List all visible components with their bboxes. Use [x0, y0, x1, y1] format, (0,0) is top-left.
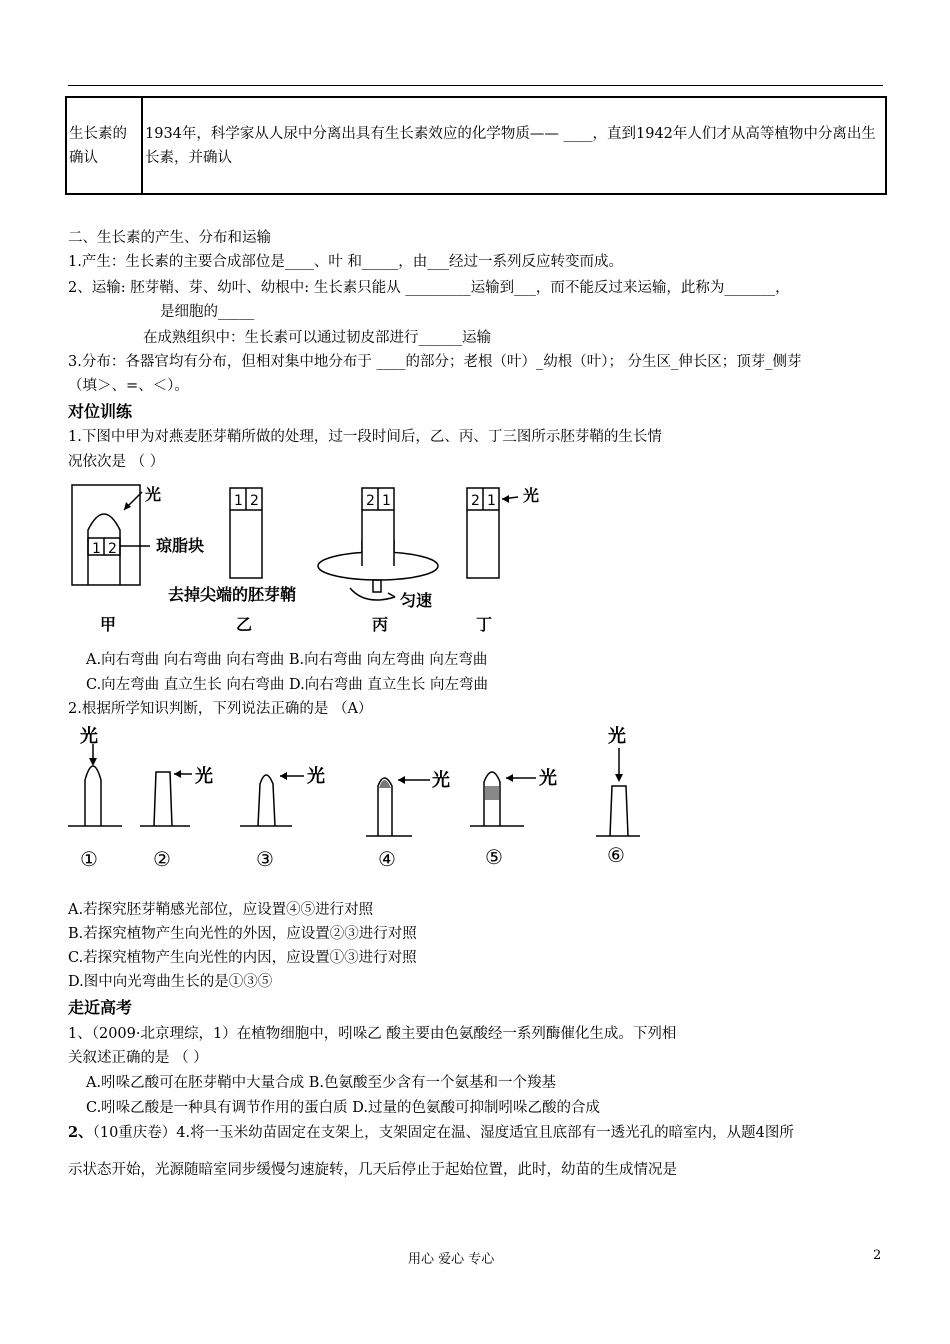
practice-q2-option-a: A.若探究胚芽鞘感光部位，应设置④⑤进行对照	[68, 902, 374, 918]
exam-q2-line1	[68, 1121, 794, 1142]
figure-label-yi: 乙	[236, 615, 253, 634]
block-number: 1	[234, 493, 243, 509]
light-label: 光	[80, 726, 98, 747]
practice-title: 对位训练	[68, 402, 133, 421]
light-label: 光	[539, 768, 557, 789]
removed-tip-label: 去掉尖端的胚芽鞘	[168, 585, 297, 604]
figure-number: ③	[256, 847, 274, 871]
page-number: 2	[873, 1248, 882, 1263]
definition-table	[65, 96, 887, 195]
exam-q1-line2: 关叙述正确的是 （ ）	[68, 1050, 208, 1066]
practice-q2: 2.根据所学知识判断，下列说法正确的是 （A）	[68, 701, 373, 717]
exam-q1-line1: 1、（2009·北京理综，1）在植物细胞中，吲哚乙 酸主要由色氨酸经一系列酶催化生成。下列相	[68, 1026, 677, 1042]
practice-q1-line2: 况依次是 （ ）	[68, 454, 165, 470]
block-number: 1	[382, 493, 391, 509]
section2-line4: 在成熟组织中：生长素可以通过韧皮部进行______运输	[143, 330, 491, 346]
figure-number: ④	[378, 847, 396, 871]
practice-q1-line1: 1.下图中甲为对燕麦胚芽鞘所做的处理，过一段时间后，乙、丙、丁三图所示胚芽鞘的生长情	[68, 429, 662, 445]
section2-line5: 3.分布：各器官均有分布，但相对集中地分布于 ____的部分；老根（叶）_幼根（叶）； 分生区_伸长区；顶芽_侧芽	[68, 354, 802, 370]
rotation-label: 匀速	[400, 591, 433, 610]
light-label: 光	[145, 485, 162, 504]
table-label: 生长素的确认	[66, 97, 142, 194]
practice-q1-option-ab: A.向右弯曲 向右弯曲 向右弯曲 B.向右弯曲 向左弯曲 向左弯曲	[86, 652, 488, 668]
table-content: 1934年，科学家从人尿中分离出具有生长素效应的化学物质—— ____，直到1942年人们才从高等植物中分离出生长素，并确认	[142, 97, 886, 194]
exam-q1-options-cd: C.吲哚乙酸是一种具有调节作用的蛋白质 D.过量的色氨酸可抑制吲哚乙酸的合成	[86, 1100, 601, 1116]
figure-label-jia: 甲	[100, 615, 117, 634]
block-number: 2	[366, 493, 375, 509]
block-number: 2	[250, 493, 259, 509]
practice-q2-option-b: B.若探究植物产生向光性的外因，应设置②③进行对照	[68, 926, 417, 942]
practice-q2-option-c: C.若探究植物产生向光性的内因，应设置①③进行对照	[68, 950, 417, 966]
figure-label-bing: 丙	[372, 615, 389, 634]
agar-number: 1	[92, 541, 101, 557]
light-label: 光	[523, 486, 540, 505]
exam-q2-line2: 示状态开始，光源随暗室同步缓慢匀速旋转，几天后停止于起始位置，此时，幼苗的生成情况是	[68, 1162, 677, 1178]
figure-number: ⑥	[607, 843, 625, 867]
agar-block-label: 琼脂块	[156, 536, 205, 555]
section2-line1: 1.产生：生长素的主要合成部位是____、叶 和_____，由___经过一系列反应转变而成。	[68, 254, 623, 270]
agar-number: 2	[108, 541, 117, 557]
exam-title: 走近高考	[68, 998, 133, 1017]
exam-q2-text: （10重庆卷）4.将一玉米幼苗固定在支架上，支架固定在温、湿度适宜且底部有一透光孔的暗室内，从题4图所	[92, 1125, 794, 1141]
footer-motto: 用心 爱心 专心	[408, 1252, 495, 1267]
section2-line6: （填＞、=、＜）。	[68, 378, 189, 394]
figure-number: ①	[80, 847, 98, 871]
header-rule	[68, 85, 883, 86]
block-number: 2	[471, 493, 480, 509]
figure-number: ②	[153, 847, 171, 871]
section2-line2: 2、运输: 胚芽鞘、芽、幼叶、幼根中: 生长素只能从 _________运输到___，而不能反过来运输，此称为_______，	[68, 280, 790, 296]
figure-number: ⑤	[485, 845, 503, 869]
light-label: 光	[608, 726, 626, 747]
light-label: 光	[195, 766, 213, 787]
figure-label-ding: 丁	[476, 615, 493, 634]
section2-title: 二、生长素的产生、分布和运输	[68, 230, 271, 246]
practice-q1-option-cd: C.向左弯曲 直立生长 向右弯曲 D.向右弯曲 直立生长 向左弯曲	[86, 677, 488, 693]
practice-q2-option-d: D.图中向光弯曲生长的是①③⑤	[68, 974, 273, 990]
section2-line3: 是细胞的_____	[160, 304, 255, 320]
exam-q1-options-ab: A.吲哚乙酸可在胚芽鞘中大量合成 B.色氨酸至少含有一个氨基和一个羧基	[86, 1075, 556, 1091]
exam-q2-number: 2、	[68, 1124, 93, 1141]
block-number: 1	[487, 493, 496, 509]
light-label: 光	[307, 766, 325, 787]
light-label: 光	[432, 770, 450, 791]
